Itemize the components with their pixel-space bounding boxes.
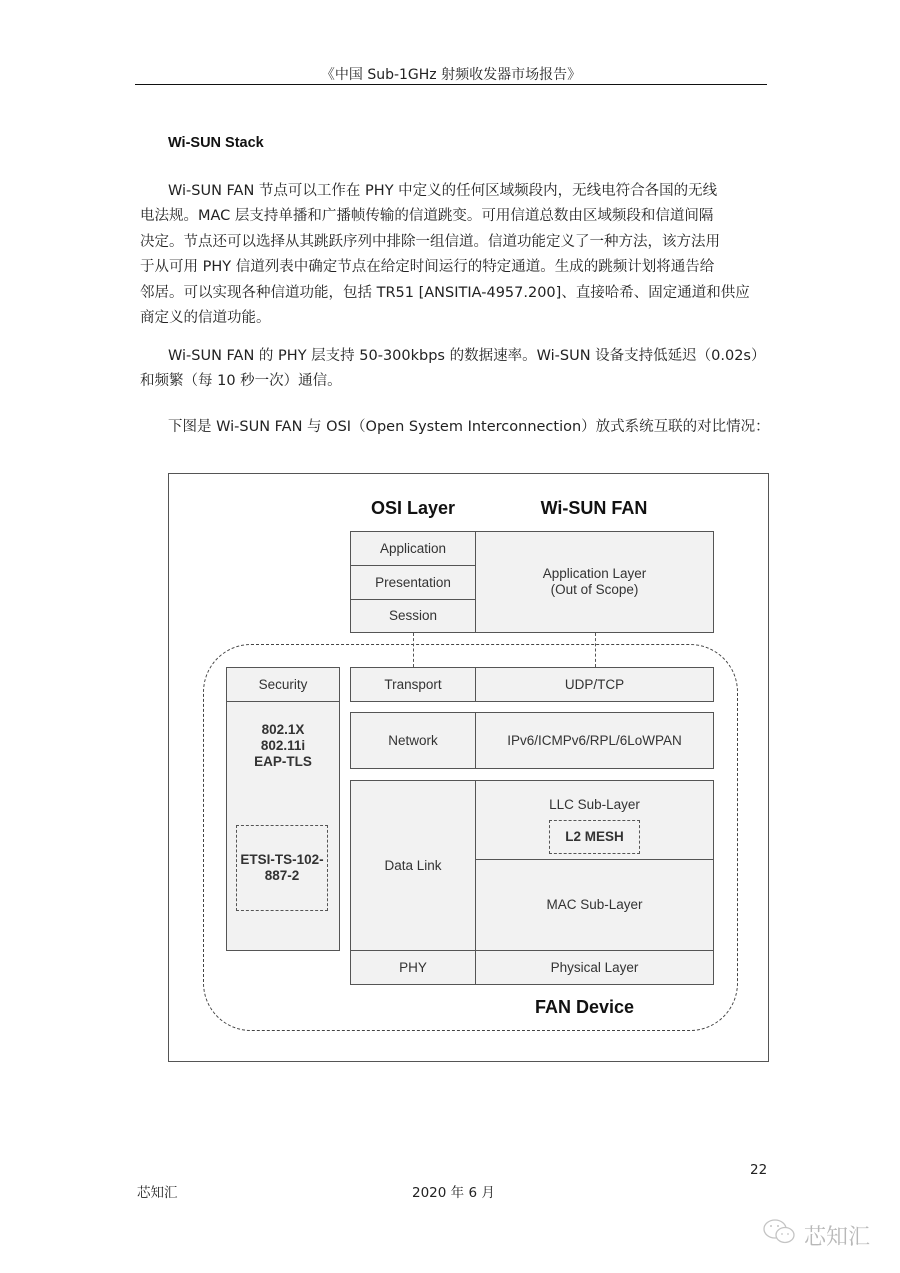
etsi-line-2: 887-2: [264, 868, 300, 883]
osi-data-link: Data Link: [350, 780, 476, 951]
connector-line: [595, 633, 596, 667]
paragraph-line: Wi-SUN FAN 节点可以工作在 PHY 中定义的任何区域频段内，无线电符合各国的无线: [168, 183, 718, 199]
etsi-standard-box: [236, 825, 328, 911]
llc-label: LLC Sub-Layer: [549, 797, 640, 812]
osi-presentation: Presentation: [350, 565, 476, 600]
etsi-line-1: ETSI-TS-102-: [240, 852, 324, 867]
paragraph-data-rate: [140, 344, 766, 395]
l2-mesh-box: L2 MESH: [549, 820, 640, 854]
osi-network: Network: [350, 712, 476, 769]
osi-transport: Transport: [350, 667, 476, 702]
security-header: Security: [226, 667, 340, 702]
header-divider: [135, 84, 767, 85]
paragraph-line: 电法规。MAC 层支持单播和广播帧传输的信道跳变。可用信道总数由区域频段和信道间隔: [140, 208, 714, 225]
paragraph-figure-intro: [168, 415, 770, 440]
footer-publisher: 芯知汇: [137, 1185, 178, 1201]
security-protocol-list: [254, 722, 312, 770]
osi-layer-title: OSI Layer: [370, 498, 456, 518]
protocol-8021x: 802.1X: [261, 722, 305, 737]
application-layer-label: Application Layer: [542, 566, 647, 581]
watermark: [762, 1218, 870, 1252]
watermark-text: 芯知汇: [804, 1224, 871, 1250]
wisun-fan-title: Wi-SUN FAN: [540, 498, 648, 518]
wisun-application-layer: [475, 531, 714, 633]
connector-line: [413, 633, 414, 667]
osi-application: Application: [350, 531, 476, 566]
paragraph-line: 下图是 Wi-SUN FAN 与 OSI（Open System Interconnection）放式系统互联的对比情况：: [168, 419, 770, 435]
paragraph-line: 邻居。可以实现各种信道功能，包括 TR51 [ANSITIA-4957.200]、直接哈希、固定通道和供应: [140, 284, 750, 301]
osi-vs-wisun-diagram: [168, 473, 769, 1062]
section-heading: Wi-SUN Stack: [168, 135, 264, 151]
page-number: 22: [750, 1162, 768, 1178]
footer-date: 2020 年 6 月: [412, 1185, 495, 1201]
header-title: 《中国 Sub-1GHz 射频收发器市场报告》: [320, 67, 582, 83]
out-of-scope-label: (Out of Scope): [550, 582, 639, 597]
paragraph-channel-hopping: [140, 179, 766, 331]
osi-phy: PHY: [350, 950, 476, 985]
wechat-icon: [762, 1218, 798, 1252]
protocol-80211i: 802.11i: [260, 738, 306, 753]
paragraph-line: 于从可用 PHY 信道列表中确定节点在给定时间运行的特定通道。生成的跳频计划将通告给: [140, 259, 715, 276]
paragraph-line: 商定义的信道功能。: [140, 310, 271, 327]
protocol-eap-tls: EAP-TLS: [254, 754, 312, 769]
wisun-network: IPv6/ICMPv6/RPL/6LoWPAN: [475, 712, 714, 769]
paragraph-line: Wi-SUN FAN 的 PHY 层支持 50-300kbps 的数据速率。Wi-SUN 设备支持低延迟（0.02s）: [168, 348, 766, 364]
paragraph-line: 决定。节点还可以选择从其跳跃序列中排除一组信道。信道功能定义了一种方法，该方法用: [140, 233, 720, 250]
fan-device-label: FAN Device: [535, 997, 635, 1017]
paragraph-line: 和频繁（每 10 秒一次）通信。: [140, 373, 342, 390]
wisun-udp-tcp: UDP/TCP: [475, 667, 714, 702]
wisun-physical-layer: Physical Layer: [475, 950, 714, 985]
osi-session: Session: [350, 599, 476, 633]
wisun-mac-sublayer: MAC Sub-Layer: [475, 859, 714, 951]
